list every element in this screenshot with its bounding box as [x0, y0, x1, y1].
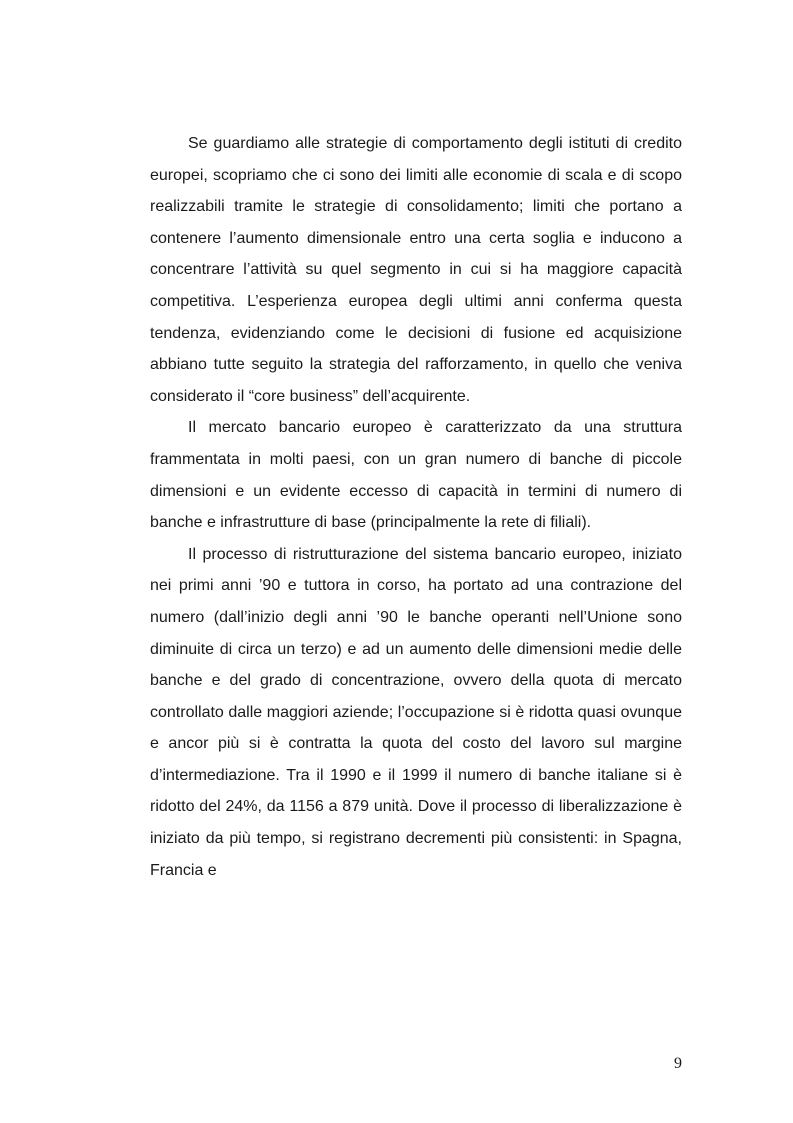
paragraph-strategies: Se guardiamo alle strategie di comportamento degli istituti di credito europei, scopriamo che ci sono dei limiti alle economie di scala e di scopo realizzabili tramite le strategie di consolidamento; limiti che portano a contenere l’aumento dimensionale entro una certa soglia e inducono a concentrare l’attività su quel segmento in cui si ha maggiore capacità competitiva. L’esperienza europea degli ultimi anni conferma questa tendenza, evidenziando come le decisioni di fusione ed acquisizione abbiano tutte seguito la strategia del rafforzamento, in quello che veniva considerato il “core business” dell’acquirente.: [150, 135, 682, 405]
paragraph-restructuring: Il processo di ristrutturazione del sistema bancario europeo, iniziato nei primi anni ’90 e tuttora in corso, ha portato ad una contrazione del numero (dall’inizio degli anni ’90 le banche operanti nell’Unione sono diminuite di circa un terzo) e ad un aumento delle dimensioni medie delle banche e del grado di concentrazione, ovvero della quota di mercato controllato dalle maggiori aziende; l’occupazione si è ridotta quasi ovunque e ancor più si è contratta la quota del costo del lavoro sul margine d’intermediazione. Tra il 1990 e il 1999 il numero di banche italiane si è ridotto del 24%, da 1156 a 879 unità. Dove il processo di liberalizzazione è iniziato da più tempo, si registrano decrementi più consistenti: in Spagna, Francia e: [150, 545, 682, 879]
paragraph-market-structure: Il mercato bancario europeo è caratterizzato da una struttura frammentata in molti paesi, con un gran numero di banche di piccole dimensioni e un evidente eccesso di capacità in termini di numero di banche e infrastrutture di base (principalmente la rete di filiali).: [150, 419, 682, 532]
page-number: 9: [674, 1055, 682, 1072]
body-text: [150, 128, 682, 886]
